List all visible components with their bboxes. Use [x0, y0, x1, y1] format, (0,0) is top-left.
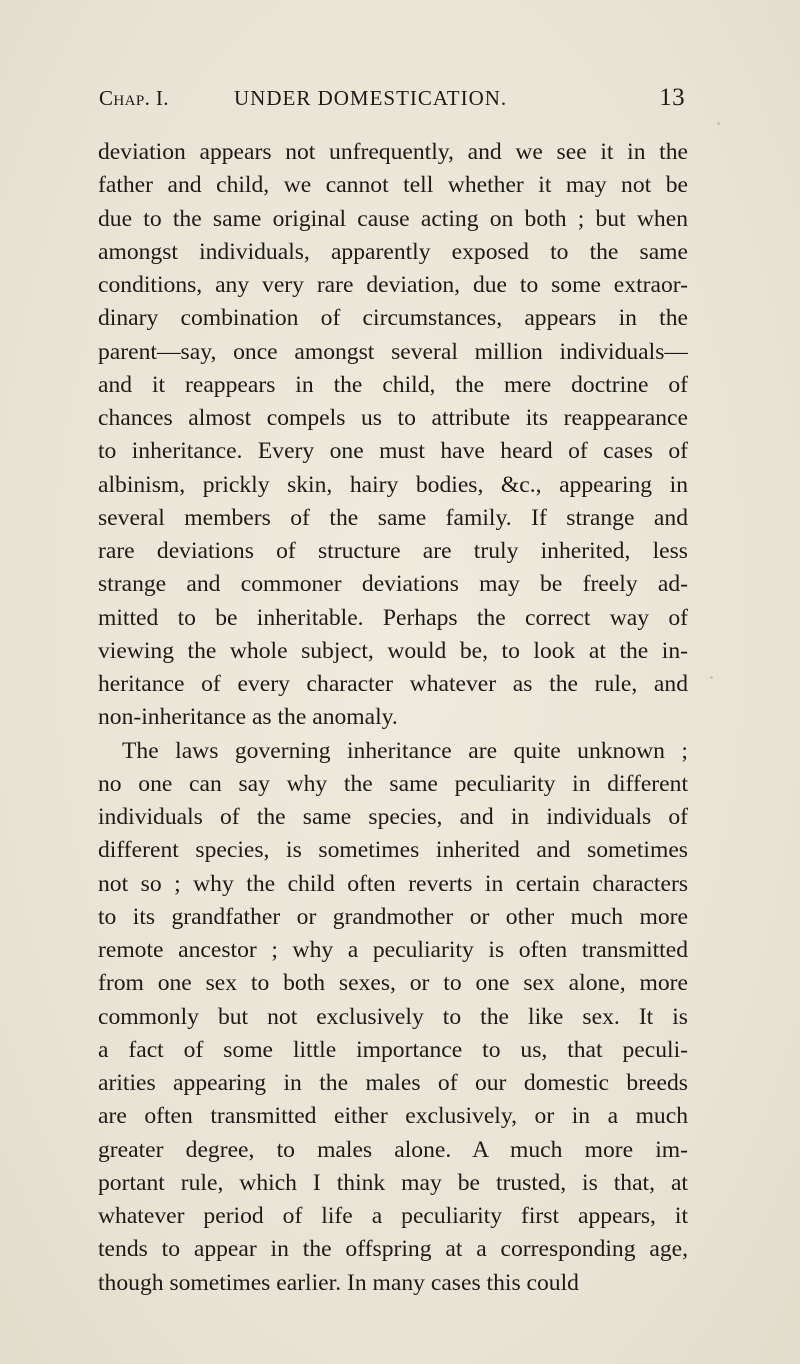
text-line: different species, is sometimes inherited and sometimes	[98, 837, 688, 864]
text-line: viewing the whole subject, would be, to look at the in-	[98, 637, 688, 664]
text-line: chances almost compels us to attribute its reappearance	[98, 405, 688, 431]
text-line: individuals of the same species, and in individuals of	[98, 804, 688, 830]
text-line: mitted to be inheritable. Perhaps the correct way of	[98, 604, 688, 631]
paper-speck	[710, 676, 713, 679]
text-line: to its grandfather or grandmother or other much more	[98, 903, 688, 930]
text-line: greater degree, to males alone. A much more im-	[98, 1136, 688, 1163]
text-line: conditions, any very rare deviation, due to some extraor-	[98, 272, 688, 298]
text-line: whatever period of life a peculiarity first appears, it	[98, 1203, 688, 1229]
text-line: no one can say why the same peculiarity in different	[98, 770, 688, 797]
text-line: portant rule, which I think may be trusted, is that, at	[98, 1169, 688, 1196]
text-line: commonly but not exclusively to the like sex. It is	[98, 1003, 688, 1030]
chapter-label: Chap. I.	[99, 86, 169, 110]
running-head	[99, 86, 685, 116]
text-line: rare deviations of structure are truly inherited, less	[98, 538, 688, 564]
chapter-title: UNDER DOMESTICATION.	[234, 86, 508, 110]
paper-speck	[717, 122, 720, 125]
text-line: and it reappears in the child, the mere doctrine of	[98, 371, 688, 398]
text-line: several members of the same family. If strange and	[98, 504, 688, 531]
text-line: are often transmitted either exclusively, or in a much	[98, 1103, 688, 1130]
paper-speck	[400, 1220, 406, 1226]
text-line: a fact of some little importance to us, that peculi-	[98, 1036, 688, 1063]
text-line: albinism, prickly skin, hairy bodies, &c., appearing in	[98, 471, 688, 498]
text-line: dinary combination of circumstances, appears in the	[98, 305, 688, 332]
text-line: not so ; why the child often reverts in certain characters	[98, 870, 688, 897]
text-line: strange and commoner deviations may be freely ad-	[98, 571, 688, 598]
text-line: father and child, we cannot tell whether it may not be	[98, 172, 688, 199]
text-line: from one sex to both sexes, or to one sex alone, more	[98, 970, 688, 997]
text-line: deviation appears not unfrequently, and we see it in the	[98, 139, 688, 165]
text-line: though sometimes earlier. In many cases this could	[98, 1269, 579, 1296]
text-line: arities appearing in the males of our domestic breeds	[98, 1070, 688, 1096]
text-line: due to the same original cause acting on both ; but when	[98, 205, 688, 232]
body-text	[98, 136, 688, 1300]
text-line: The laws governing inheritance are quite unknown ;	[122, 737, 688, 764]
text-line: tends to appear in the offspring at a corresponding age,	[98, 1236, 688, 1263]
page-number: 13	[659, 84, 685, 111]
text-line: heritance of every character whatever as the rule, and	[98, 671, 688, 697]
text-line: to inheritance. Every one must have heard of cases of	[98, 438, 688, 465]
text-line: remote ancestor ; why a peculiarity is often transmitted	[98, 937, 688, 963]
text-line: non-inheritance as the anomaly.	[98, 704, 398, 731]
text-line: parent—say, once amongst several million individuals—	[98, 338, 688, 365]
text-line: amongst individuals, apparently exposed to the same	[98, 238, 688, 265]
